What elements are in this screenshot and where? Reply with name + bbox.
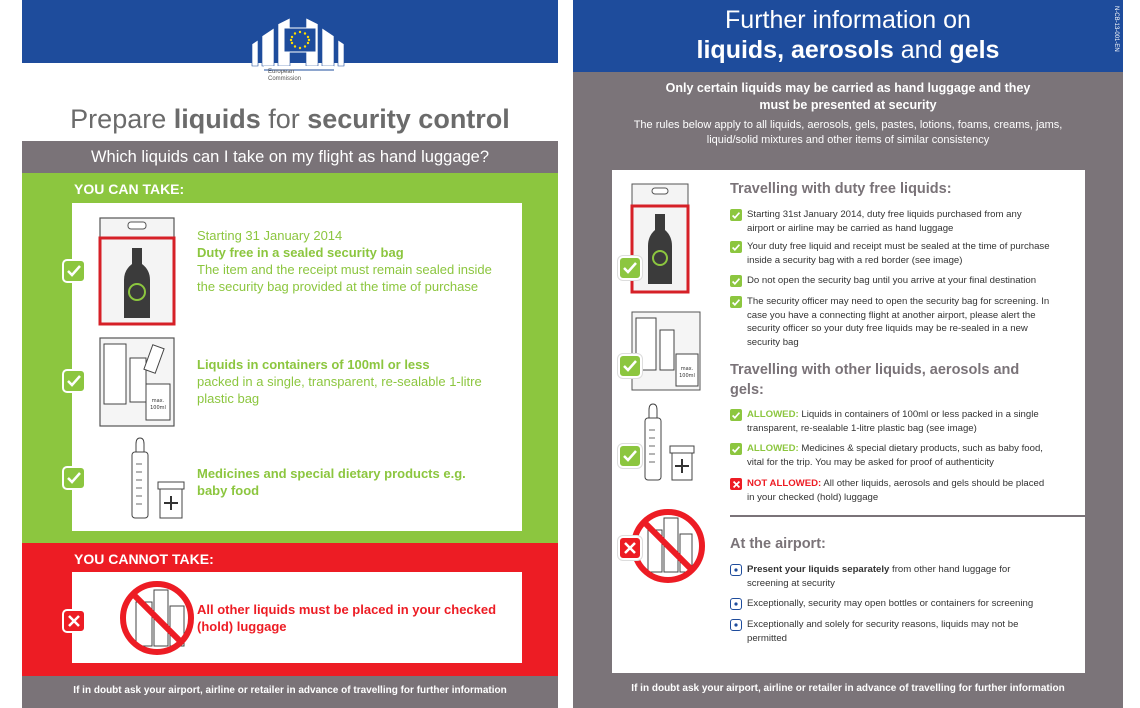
checkmark-icon: [618, 354, 642, 378]
baby-bottle-medicine-icon: [128, 436, 186, 522]
cannot-take-text: All other liquids must be placed in your checked (hold) luggage: [197, 602, 497, 634]
heading-other-liquids: Travelling with other liquids, aerosols and gels:: [730, 362, 1020, 398]
medicines-item-text: Medicines and special dietary products e.g. baby food: [197, 466, 466, 498]
commission-wordmark: European Commission: [268, 69, 302, 82]
rules-card: [612, 170, 1085, 673]
heading-duty-free: Travelling with duty free liquids:: [730, 181, 952, 197]
svg-text:100ml: 100ml: [150, 405, 166, 411]
liquids-item-text: Liquids in containers of 100ml or less packed in a single, transparent, re-sealable 1-litre plastic bag: [197, 357, 482, 406]
list-item: ALLOWED: Medicines & special dietary products, such as baby food, vital for the trip. You may be asked for proof of authenticity: [730, 442, 1050, 469]
svg-text:max.: max.: [680, 366, 694, 372]
catalogue-code: N-CB-13-001-EN: [1113, 6, 1119, 52]
cross-icon: [618, 536, 642, 560]
duty-free-bag-icon: [98, 216, 176, 326]
intro-text: The rules below apply to all liquids, aerosols, gels, pastes, lotions, foams, creams, jams, liquid/solid mixtures and other items of similar consistency: [633, 119, 1063, 146]
list-item: The security officer may need to open the security bag for screening. In case you have a connecting flight at another airport, please alert the security officer so your duty free liquids may be re-sealed in a new security bag: [730, 295, 1050, 349]
intro-bold: Only certain liquids may be carried as hand luggage and they must be presented at security: [665, 81, 1031, 112]
list-item: Exceptionally and solely for security reasons, liquids may not be permitted: [730, 618, 1020, 645]
checkmark-icon: [618, 444, 642, 468]
right-footer: If in doubt ask your airport, airline or retailer in advance of travelling for further information: [631, 683, 1065, 694]
baby-bottle-medicine-icon: [642, 402, 696, 482]
right-title-line1: Further information on: [725, 6, 971, 34]
list-item: NOT ALLOWED: All other liquids, aerosols and gels should be placed in your checked (hold) luggage: [730, 477, 1050, 504]
list-item: ALLOWED: Liquids in containers of 100ml or less packed in a single transparent, re-sealable 1-litre plastic bag (see image): [730, 408, 1050, 435]
cross-icon: [62, 609, 86, 633]
prohibited-liquids-icon: [118, 578, 196, 658]
list-item: Exceptionally, security may open bottles or containers for screening: [730, 597, 1060, 611]
duty-free-item-text: Starting 31 January 2014 Duty free in a sealed security bag The item and the receipt must remain sealed inside the security bag provided at the time of purchase: [197, 228, 492, 294]
left-footer: If in doubt ask your airport, airline or retailer in advance of travelling for further information: [22, 676, 558, 708]
svg-text:max.: max.: [151, 398, 165, 404]
liquids-bag-icon: [630, 310, 702, 392]
heading-airport: At the airport:: [730, 536, 826, 552]
left-poster: [22, 0, 558, 708]
divider: [730, 515, 1085, 517]
svg-text:100ml: 100ml: [679, 373, 695, 379]
liquids-bag-icon: [98, 336, 176, 428]
right-poster: [573, 0, 1123, 708]
list-item: Present your liquids separately from other hand luggage for screening at security: [730, 563, 1050, 590]
checkmark-icon: [618, 256, 642, 280]
right-title-line2: liquids, aerosols and gels: [696, 36, 1000, 64]
can-take-label: YOU CAN TAKE:: [74, 181, 185, 197]
checkmark-icon: [62, 466, 86, 490]
checkmark-icon: [62, 259, 86, 283]
question-bar: Which liquids can I take on my flight as hand luggage?: [22, 141, 558, 173]
checkmark-icon: [62, 369, 86, 393]
poster-title: Prepare liquids for security control: [70, 104, 510, 134]
list-item: Your duty free liquid and receipt must be sealed at the time of purchase inside a security bag with a red border (see image): [730, 240, 1050, 267]
list-item: Starting 31st January 2014, duty free liquids purchased from any airport or airline may be carried as hand luggage: [730, 208, 1050, 235]
cannot-take-label: YOU CANNOT TAKE:: [74, 551, 214, 567]
list-item: Do not open the security bag until you arrive at your final destination: [730, 274, 1050, 288]
